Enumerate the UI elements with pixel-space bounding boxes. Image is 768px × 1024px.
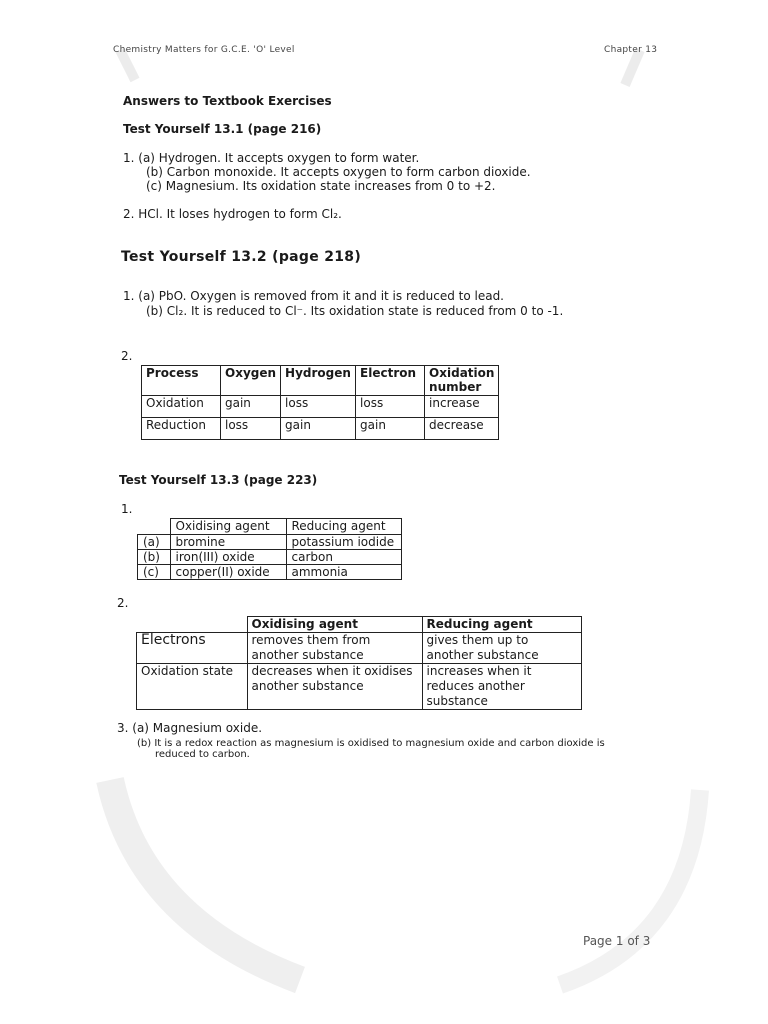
table-cell: decreases when it oxidises another substance (247, 664, 422, 710)
table-cell: gives them up to another substance (422, 633, 581, 664)
ty133-q3b-line2: reduced to carbon. (155, 749, 250, 760)
table-cell: Electrons (137, 633, 248, 664)
table-header: Oxidation number (425, 366, 499, 396)
ty133-q3a: 3. (a) Magnesium oxide. (117, 721, 263, 735)
table-header: Hydrogen (281, 366, 356, 396)
ty133-q3b-line1: (b) It is a redox reaction as magnesium is oxidised to magnesium oxide and carbon dioxide is (137, 738, 605, 749)
table-row (142, 418, 499, 440)
table-row (138, 565, 402, 580)
agents-table (137, 518, 402, 580)
table-row (138, 550, 402, 565)
table-corner (137, 617, 248, 633)
redox-comparison-table (141, 365, 499, 440)
table-header: Oxidising agent (170, 519, 286, 535)
ty131-q2: 2. HCl. It loses hydrogen to form Cl₂. (123, 207, 342, 221)
book-title: Chemistry Matters for G.C.E. 'O' Level (113, 45, 295, 55)
ty132-q2-number: 2. (121, 349, 133, 363)
table-cell: copper(II) oxide (170, 565, 286, 580)
ty131-q1c: (c) Magnesium. Its oxidation state increases from 0 to +2. (146, 179, 496, 193)
ty131-heading: Test Yourself 13.1 (page 216) (123, 122, 322, 136)
ty131-q1a: 1. (a) Hydrogen. It accepts oxygen to form water. (123, 151, 420, 165)
table-cell: Oxidation (142, 396, 221, 418)
chapter-label: Chapter 13 (604, 45, 658, 55)
table-header: Oxidising agent (247, 617, 422, 633)
table-cell: increase (425, 396, 499, 418)
table-cell: ammonia (286, 565, 401, 580)
ty133-q1-number: 1. (121, 502, 133, 516)
ty133-q2-number: 2. (117, 596, 129, 610)
table-header: Electron (356, 366, 425, 396)
table-cell: (b) (138, 550, 171, 565)
table-cell: potassium iodide (286, 535, 401, 550)
page-number: Page 1 of 3 (583, 934, 651, 948)
table-cell: loss (356, 396, 425, 418)
table-header: Reducing agent (422, 617, 581, 633)
table-cell: loss (281, 396, 356, 418)
page-title: Answers to Textbook Exercises (123, 94, 332, 108)
ty133-heading: Test Yourself 13.3 (page 223) (119, 473, 318, 487)
table-row (138, 535, 402, 550)
table-row (142, 396, 499, 418)
table-cell: gain (281, 418, 356, 440)
table-header: Process (142, 366, 221, 396)
table-cell: gain (221, 396, 281, 418)
table-cell: gain (356, 418, 425, 440)
ty131-q1b: (b) Carbon monoxide. It accepts oxygen to form carbon dioxide. (146, 165, 531, 179)
ty132-heading: Test Yourself 13.2 (page 218) (121, 249, 362, 265)
table-row (137, 664, 582, 710)
table-cell: Reduction (142, 418, 221, 440)
table-cell: increases when it reduces another substance (422, 664, 581, 710)
ty132-q1a: 1. (a) PbO. Oxygen is removed from it and it is reduced to lead. (123, 289, 504, 303)
table-cell: carbon (286, 550, 401, 565)
table-cell: (a) (138, 535, 171, 550)
table-header: Oxygen (221, 366, 281, 396)
table-corner (138, 519, 171, 535)
table-cell: decrease (425, 418, 499, 440)
ty132-q1b: (b) Cl₂. It is reduced to Cl⁻. Its oxidation state is reduced from 0 to -1. (146, 304, 564, 318)
table-cell: bromine (170, 535, 286, 550)
table-cell: Oxidation state (137, 664, 248, 710)
table-header: Reducing agent (286, 519, 401, 535)
table-cell: iron(III) oxide (170, 550, 286, 565)
table-cell: loss (221, 418, 281, 440)
electrons-oxidation-table (136, 616, 582, 710)
table-cell: (c) (138, 565, 171, 580)
table-cell: removes them from another substance (247, 633, 422, 664)
table-row (137, 633, 582, 664)
